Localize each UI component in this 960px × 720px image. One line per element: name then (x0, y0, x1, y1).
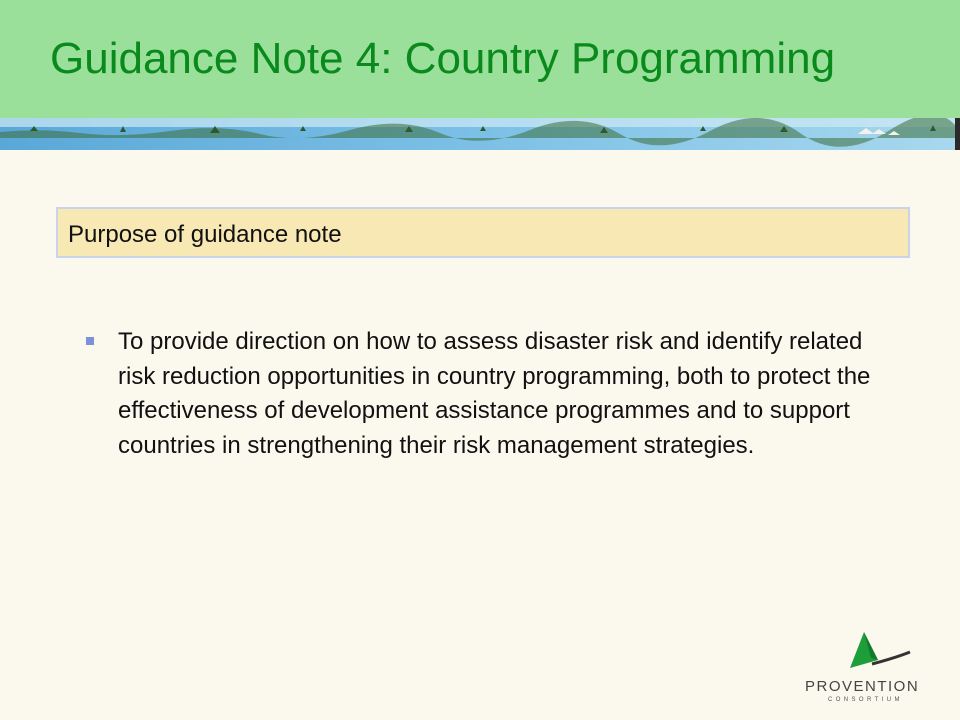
logo-wordmark: PROVENTION (805, 678, 920, 695)
provention-triangle-icon (800, 628, 940, 678)
square-bullet-icon (86, 337, 94, 345)
bullet-text: To provide direction on how to assess disaster risk and identify related risk reduction opportunities in country programming, both to protect the effectiveness of development assistance programmes and to support countries in strengthening their risk management strategies. (118, 328, 871, 459)
slide-header (0, 0, 960, 118)
flood-banner-image (0, 118, 960, 150)
section-heading: Purpose of guidance note (68, 221, 342, 248)
section-heading-box (56, 207, 910, 258)
slide-title: Guidance Note 4: Country Programming (50, 34, 836, 83)
provention-logo (800, 628, 940, 708)
logo-tagline: CONSORTIUM (828, 697, 903, 703)
